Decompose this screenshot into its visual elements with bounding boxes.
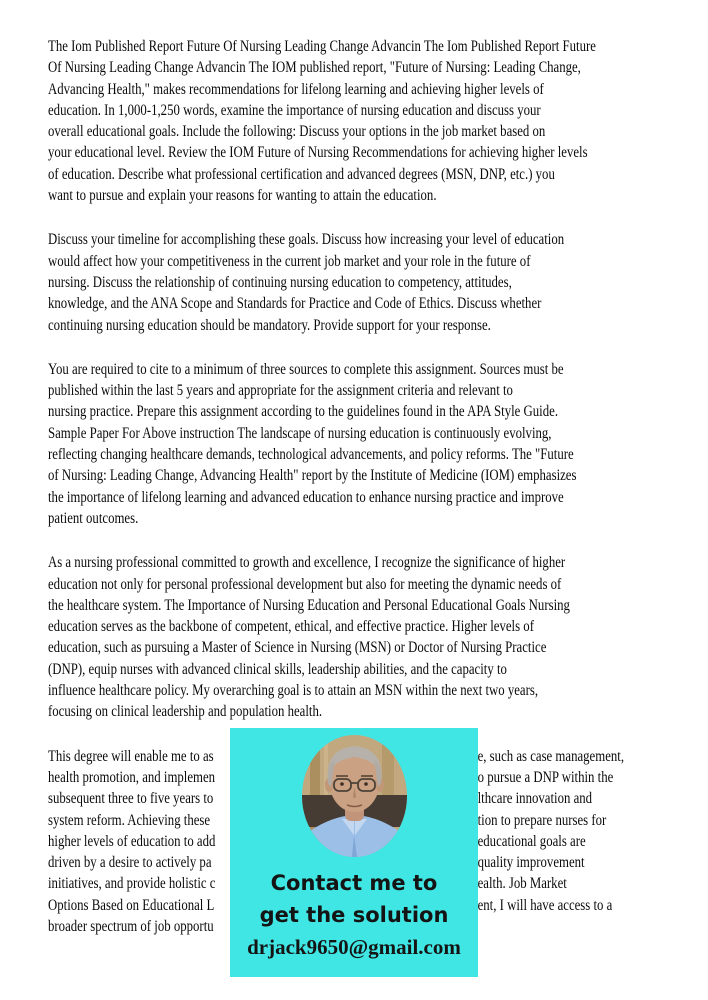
text-line: of Nursing: Leading Change, Advancing Health" report by the Institute of Medicine (IOM) emphasizes [48,467,577,485]
contact-email: drjack9650@gmail.com [247,935,461,959]
right-fragment: quality improvement [477,854,585,872]
text-line: nursing. Discuss the relationship of continuing nursing education to competency, attitudes, [48,273,512,291]
paragraph-1 [48,36,660,206]
text-line: published within the last 5 years and appropriate for the assignment criteria and relevant to [48,382,513,400]
text-line: the importance of lifelong learning and advanced education to enhance nursing practice and improve [48,488,564,506]
text-line: nursing practice. Prepare this assignment according to the guidelines found in the APA Style Guide. [48,403,559,421]
text-line: Sample Paper For Above instruction The landscape of nursing education is continuously evolving, [48,424,552,442]
contact-card [230,728,478,977]
text-line: education not only for personal professional development but also for meeting the dynamic needs of [48,575,562,593]
left-fragment: broader spectrum of job opportu [48,917,214,935]
contact-heading-line2: get the solution [259,903,449,927]
left-fragment: driven by a desire to actively pa [48,854,212,872]
paragraph-3 [48,359,660,529]
contact-heading [230,867,478,931]
text-line: Advancing Health," makes recommendations for lifelong learning and achieving higher levels of [48,80,544,98]
paragraph-4 [48,552,660,722]
text-line: Discuss your timeline for accomplishing these goals. Discuss how increasing your level of education [48,231,565,249]
left-fragment: subsequent three to five years to [48,790,214,808]
left-fragment: health promotion, and implemen [48,768,216,786]
right-fragment: o pursue a DNP within the [477,768,614,786]
paragraph-2 [48,229,660,335]
right-fragment: educational goals are [477,832,586,850]
right-fragment: tion to prepare nurses for [477,811,607,829]
text-line: (DNP), equip nurses with advanced clinical skills, leadership abilities, and the capacity to [48,660,507,678]
contact-heading-line1: Contact me to [270,871,438,895]
left-fragment: Options Based on Educational L [48,896,215,914]
elderly-man-portrait-icon [302,735,407,857]
text-line: As a nursing professional committed to growth and excellence, I recognize the significance of higher [48,554,566,572]
left-fragment: system reform. Achieving these [48,811,211,829]
text-line: focusing on clinical leadership and population health. [48,703,323,721]
right-fragment: e, such as case management, [477,747,625,765]
text-line: The Iom Published Report Future Of Nursing Leading Change Advancin The Iom Published Report Future [48,38,596,55]
text-line: patient outcomes. [48,509,139,527]
left-fragment: higher levels of education to add [48,832,216,850]
text-line: education serves as the backbone of competent, ethical, and effective practice. Higher levels of [48,618,534,636]
text-line: continuing nursing education should be mandatory. Provide support for your response. [48,316,491,334]
text-line: want to pursue and explain your reasons for wanting to attain the education. [48,187,437,205]
text-line: You are required to cite to a minimum of three sources to complete this assignment. Sources must be [48,360,564,378]
left-fragment: This degree will enable me to as [48,747,214,765]
text-line: education, such as pursuing a Master of Science in Nursing (MSN) or Doctor of Nursing Practice [48,639,547,657]
text-line: your educational level. Review the IOM Future of Nursing Recommendations for achieving higher levels [48,144,588,162]
text-line: overall educational goals. Include the following: Discuss your options in the job market based on [48,123,546,141]
portrait-photo [302,735,407,857]
text-line: reflecting changing healthcare demands, technological advancements, and policy reforms. The "Future [48,446,574,464]
text-line: the healthcare system. The Importance of Nursing Education and Personal Educational Goals Nursing [48,596,570,614]
text-line: would affect how your competitiveness in the current job market and your role in the future of [48,252,531,270]
text-line: education. In 1,000-1,250 words, examine the importance of nursing education and discuss your [48,101,541,119]
right-fragment: ealth. Job Market [477,875,567,893]
text-line: influence healthcare policy. My overarching goal is to attain an MSN within the next two years, [48,682,539,700]
right-fragment: ent, I will have access to a [477,896,613,914]
text-line: Of Nursing Leading Change Advancin The IOM published report, "Future of Nursing: Leading Change, [48,59,581,77]
text-line: knowledge, and the ANA Scope and Standards for Practice and Code of Ethics. Discuss whether [48,295,542,313]
left-fragment: initiatives, and provide holistic c [48,875,216,893]
text-line: of education. Describe what professional certification and advanced degrees (MSN, DNP, etc.) you [48,165,555,183]
right-fragment: lthcare innovation and [477,790,593,808]
